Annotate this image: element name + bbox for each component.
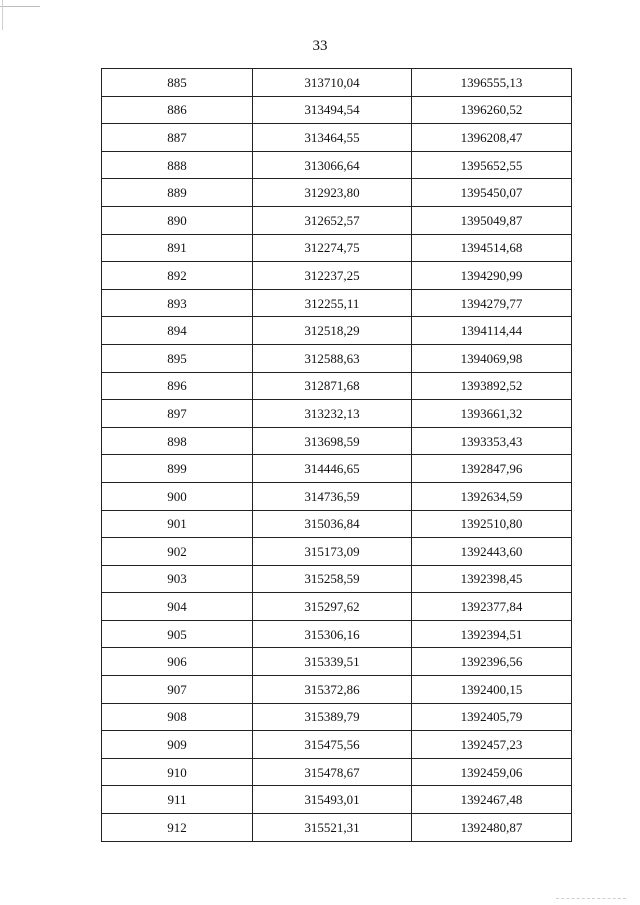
table-row bbox=[102, 482, 572, 510]
table-row bbox=[102, 593, 572, 621]
y-coordinate-cell: 1394514,68 bbox=[412, 234, 572, 262]
x-coordinate-cell: 315297,62 bbox=[253, 593, 412, 621]
table-row bbox=[102, 427, 572, 455]
table-row bbox=[102, 206, 572, 234]
y-coordinate-cell: 1392459,06 bbox=[412, 758, 572, 786]
y-coordinate-cell: 1394290,99 bbox=[412, 262, 572, 290]
x-coordinate-cell: 314736,59 bbox=[253, 482, 412, 510]
x-coordinate-cell: 312518,29 bbox=[253, 317, 412, 345]
point-number-cell: 891 bbox=[102, 234, 253, 262]
table-row bbox=[102, 538, 572, 566]
point-number-cell: 906 bbox=[102, 648, 253, 676]
y-coordinate-cell: 1392405,79 bbox=[412, 703, 572, 731]
y-coordinate-cell: 1393661,32 bbox=[412, 400, 572, 428]
point-number-cell: 895 bbox=[102, 344, 253, 372]
table-row bbox=[102, 620, 572, 648]
table-row bbox=[102, 455, 572, 483]
y-coordinate-cell: 1392457,23 bbox=[412, 731, 572, 759]
point-number-cell: 904 bbox=[102, 593, 253, 621]
point-number-cell: 888 bbox=[102, 151, 253, 179]
y-coordinate-cell: 1392480,87 bbox=[412, 814, 572, 842]
table-row bbox=[102, 372, 572, 400]
table-row bbox=[102, 814, 572, 842]
y-coordinate-cell: 1396260,52 bbox=[412, 96, 572, 124]
x-coordinate-cell: 313698,59 bbox=[253, 427, 412, 455]
x-coordinate-cell: 312923,80 bbox=[253, 179, 412, 207]
point-number-cell: 901 bbox=[102, 510, 253, 538]
point-number-cell: 903 bbox=[102, 565, 253, 593]
page-number: 33 bbox=[312, 38, 328, 54]
table-row bbox=[102, 565, 572, 593]
y-coordinate-cell: 1396208,47 bbox=[412, 124, 572, 152]
y-coordinate-cell: 1392394,51 bbox=[412, 620, 572, 648]
scan-edge-mark-top bbox=[0, 6, 40, 7]
point-number-cell: 907 bbox=[102, 676, 253, 704]
y-coordinate-cell: 1392443,60 bbox=[412, 538, 572, 566]
point-number-cell: 890 bbox=[102, 206, 253, 234]
x-coordinate-cell: 315372,86 bbox=[253, 676, 412, 704]
point-number-cell: 910 bbox=[102, 758, 253, 786]
table-row bbox=[102, 758, 572, 786]
x-coordinate-cell: 315036,84 bbox=[253, 510, 412, 538]
x-coordinate-cell: 313710,04 bbox=[253, 69, 412, 97]
y-coordinate-cell: 1395652,55 bbox=[412, 151, 572, 179]
y-coordinate-cell: 1392377,84 bbox=[412, 593, 572, 621]
y-coordinate-cell: 1394279,77 bbox=[412, 289, 572, 317]
x-coordinate-cell: 315493,01 bbox=[253, 786, 412, 814]
table-row bbox=[102, 69, 572, 97]
y-coordinate-cell: 1393892,52 bbox=[412, 372, 572, 400]
y-coordinate-cell: 1394114,44 bbox=[412, 317, 572, 345]
table-row bbox=[102, 317, 572, 345]
point-number-cell: 889 bbox=[102, 179, 253, 207]
x-coordinate-cell: 313066,64 bbox=[253, 151, 412, 179]
scan-edge-mark-left bbox=[2, 0, 3, 30]
point-number-cell: 899 bbox=[102, 455, 253, 483]
table-row bbox=[102, 400, 572, 428]
y-coordinate-cell: 1392847,96 bbox=[412, 455, 572, 483]
table-row bbox=[102, 262, 572, 290]
x-coordinate-cell: 313494,54 bbox=[253, 96, 412, 124]
y-coordinate-cell: 1392510,80 bbox=[412, 510, 572, 538]
x-coordinate-cell: 315475,56 bbox=[253, 731, 412, 759]
x-coordinate-cell: 312237,25 bbox=[253, 262, 412, 290]
table-row bbox=[102, 786, 572, 814]
y-coordinate-cell: 1392396,56 bbox=[412, 648, 572, 676]
table-row bbox=[102, 151, 572, 179]
table-row bbox=[102, 289, 572, 317]
x-coordinate-cell: 313232,13 bbox=[253, 400, 412, 428]
table-row bbox=[102, 703, 572, 731]
point-number-cell: 892 bbox=[102, 262, 253, 290]
table-row bbox=[102, 510, 572, 538]
table-row bbox=[102, 234, 572, 262]
y-coordinate-cell: 1393353,43 bbox=[412, 427, 572, 455]
table-row bbox=[102, 648, 572, 676]
x-coordinate-cell: 312588,63 bbox=[253, 344, 412, 372]
y-coordinate-cell: 1392398,45 bbox=[412, 565, 572, 593]
y-coordinate-cell: 1394069,98 bbox=[412, 344, 572, 372]
x-coordinate-cell: 312274,75 bbox=[253, 234, 412, 262]
x-coordinate-cell: 314446,65 bbox=[253, 455, 412, 483]
table-row bbox=[102, 344, 572, 372]
x-coordinate-cell: 312652,57 bbox=[253, 206, 412, 234]
table-row bbox=[102, 124, 572, 152]
coordinates-table-body bbox=[102, 69, 572, 842]
x-coordinate-cell: 315389,79 bbox=[253, 703, 412, 731]
y-coordinate-cell: 1396555,13 bbox=[412, 69, 572, 97]
scan-edge-mark-bottom bbox=[556, 898, 626, 899]
table-row bbox=[102, 676, 572, 704]
y-coordinate-cell: 1395450,07 bbox=[412, 179, 572, 207]
x-coordinate-cell: 313464,55 bbox=[253, 124, 412, 152]
point-number-cell: 905 bbox=[102, 620, 253, 648]
point-number-cell: 900 bbox=[102, 482, 253, 510]
table-row bbox=[102, 731, 572, 759]
x-coordinate-cell: 312255,11 bbox=[253, 289, 412, 317]
y-coordinate-cell: 1392634,59 bbox=[412, 482, 572, 510]
point-number-cell: 887 bbox=[102, 124, 253, 152]
x-coordinate-cell: 315258,59 bbox=[253, 565, 412, 593]
point-number-cell: 893 bbox=[102, 289, 253, 317]
point-number-cell: 894 bbox=[102, 317, 253, 345]
point-number-cell: 912 bbox=[102, 814, 253, 842]
x-coordinate-cell: 315521,31 bbox=[253, 814, 412, 842]
x-coordinate-cell: 315339,51 bbox=[253, 648, 412, 676]
point-number-cell: 897 bbox=[102, 400, 253, 428]
point-number-cell: 885 bbox=[102, 69, 253, 97]
point-number-cell: 902 bbox=[102, 538, 253, 566]
coordinates-table bbox=[101, 68, 572, 842]
point-number-cell: 909 bbox=[102, 731, 253, 759]
point-number-cell: 908 bbox=[102, 703, 253, 731]
point-number-cell: 911 bbox=[102, 786, 253, 814]
point-number-cell: 896 bbox=[102, 372, 253, 400]
y-coordinate-cell: 1392400,15 bbox=[412, 676, 572, 704]
table-row bbox=[102, 96, 572, 124]
y-coordinate-cell: 1392467,48 bbox=[412, 786, 572, 814]
x-coordinate-cell: 315173,09 bbox=[253, 538, 412, 566]
point-number-cell: 898 bbox=[102, 427, 253, 455]
x-coordinate-cell: 315306,16 bbox=[253, 620, 412, 648]
point-number-cell: 886 bbox=[102, 96, 253, 124]
table-row bbox=[102, 179, 572, 207]
y-coordinate-cell: 1395049,87 bbox=[412, 206, 572, 234]
x-coordinate-cell: 312871,68 bbox=[253, 372, 412, 400]
x-coordinate-cell: 315478,67 bbox=[253, 758, 412, 786]
